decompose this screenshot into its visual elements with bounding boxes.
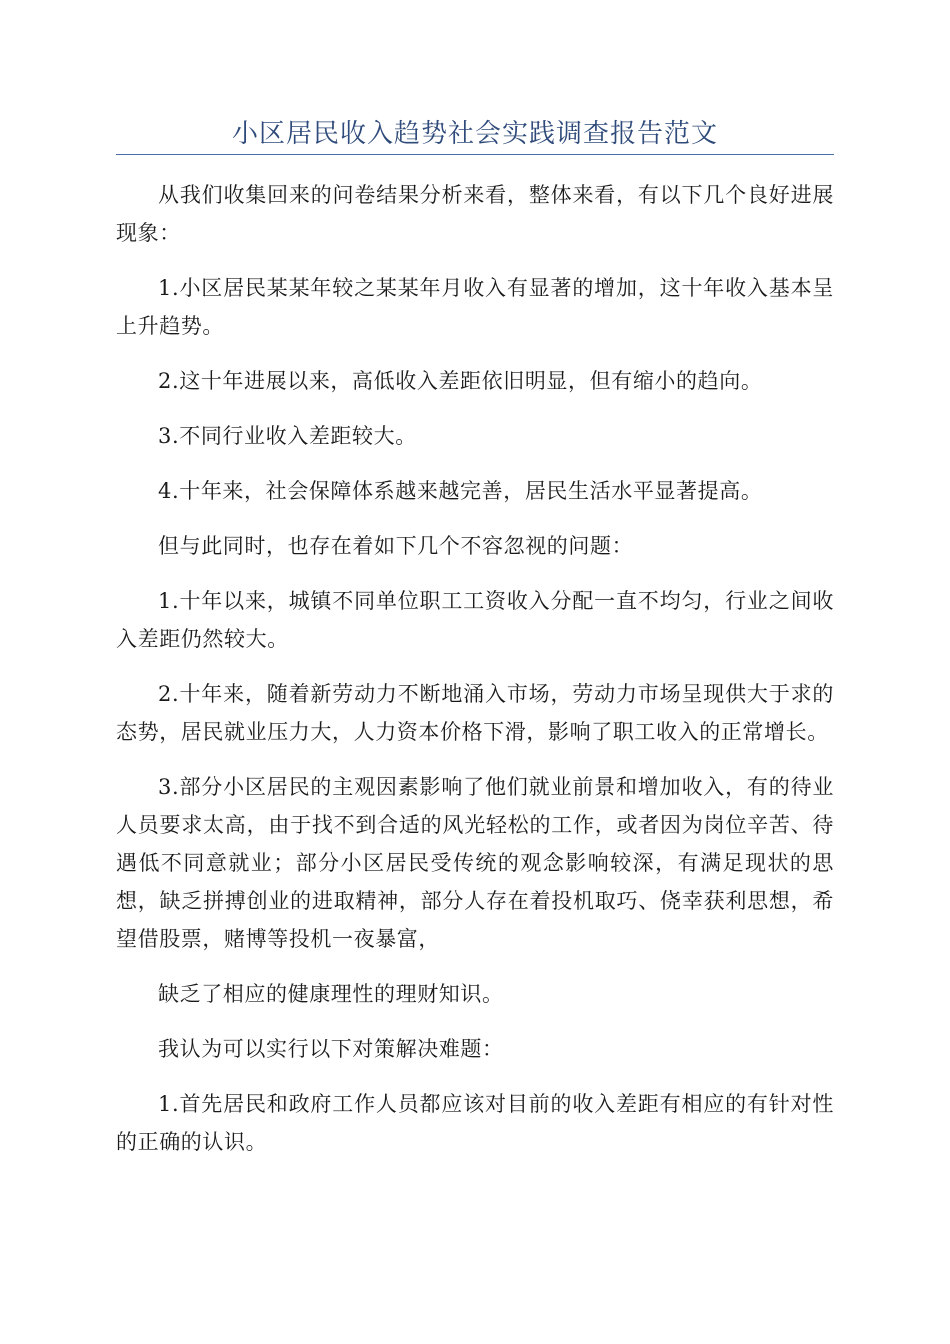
- paragraph-problems-intro: 但与此同时，也存在着如下几个不容忽视的问题：: [158, 534, 634, 558]
- paragraph-problem-3-cont: 缺乏了相应的健康理性的理财知识。: [158, 982, 504, 1006]
- title-underline: [116, 154, 834, 155]
- paragraph-problem-2: 2.十年来，随着新劳动力不断地涌入市场，劳动力市场呈现供大于求的态势，居民就业压力大，人力资本价格下滑，影响了职工收入的正常增长。: [116, 682, 834, 744]
- paragraph-problem-1: 1.十年以来，城镇不同单位职工工资收入分配一直不均匀，行业之间收入差距仍然较大。: [116, 589, 834, 651]
- document-body: [116, 176, 834, 1178]
- paragraph-solution-1: 1.首先居民和政府工作人员都应该对目前的收入差距有相应的有针对性的正确的认识。: [116, 1092, 834, 1154]
- paragraph-good-3: 3.不同行业收入差距较大。: [158, 424, 417, 448]
- page-title: 小区居民收入趋势社会实践调查报告范文: [231, 119, 718, 149]
- paragraph-good-4: 4.十年来，社会保障体系越来越完善，居民生活水平显著提高。: [158, 479, 763, 503]
- paragraph-problem-3: 3.部分小区居民的主观因素影响了他们就业前景和增加收入，有的待业人员要求太高，由于找不到合适的风光轻松的工作，或者因为岗位辛苦、待遇低不同意就业；部分小区居民受传统的观念影响较深，有满足现状的思想，缺乏拼搏创业的进取精神，部分人存在着投机取巧、侥幸获利思想，希望借股票，赌博等投机一夜暴富，: [116, 775, 834, 951]
- paragraph-intro: 从我们收集回来的问卷结果分析来看，整体来看，有以下几个良好进展现象：: [116, 183, 834, 245]
- paragraph-solutions-intro: 我认为可以实行以下对策解决难题：: [158, 1037, 504, 1061]
- paragraph-good-1: 1.小区居民某某年较之某某年月收入有显著的增加，这十年收入基本呈上升趋势。: [116, 276, 834, 338]
- paragraph-good-2: 2.这十年进展以来，高低收入差距依旧明显，但有缩小的趋向。: [158, 369, 763, 393]
